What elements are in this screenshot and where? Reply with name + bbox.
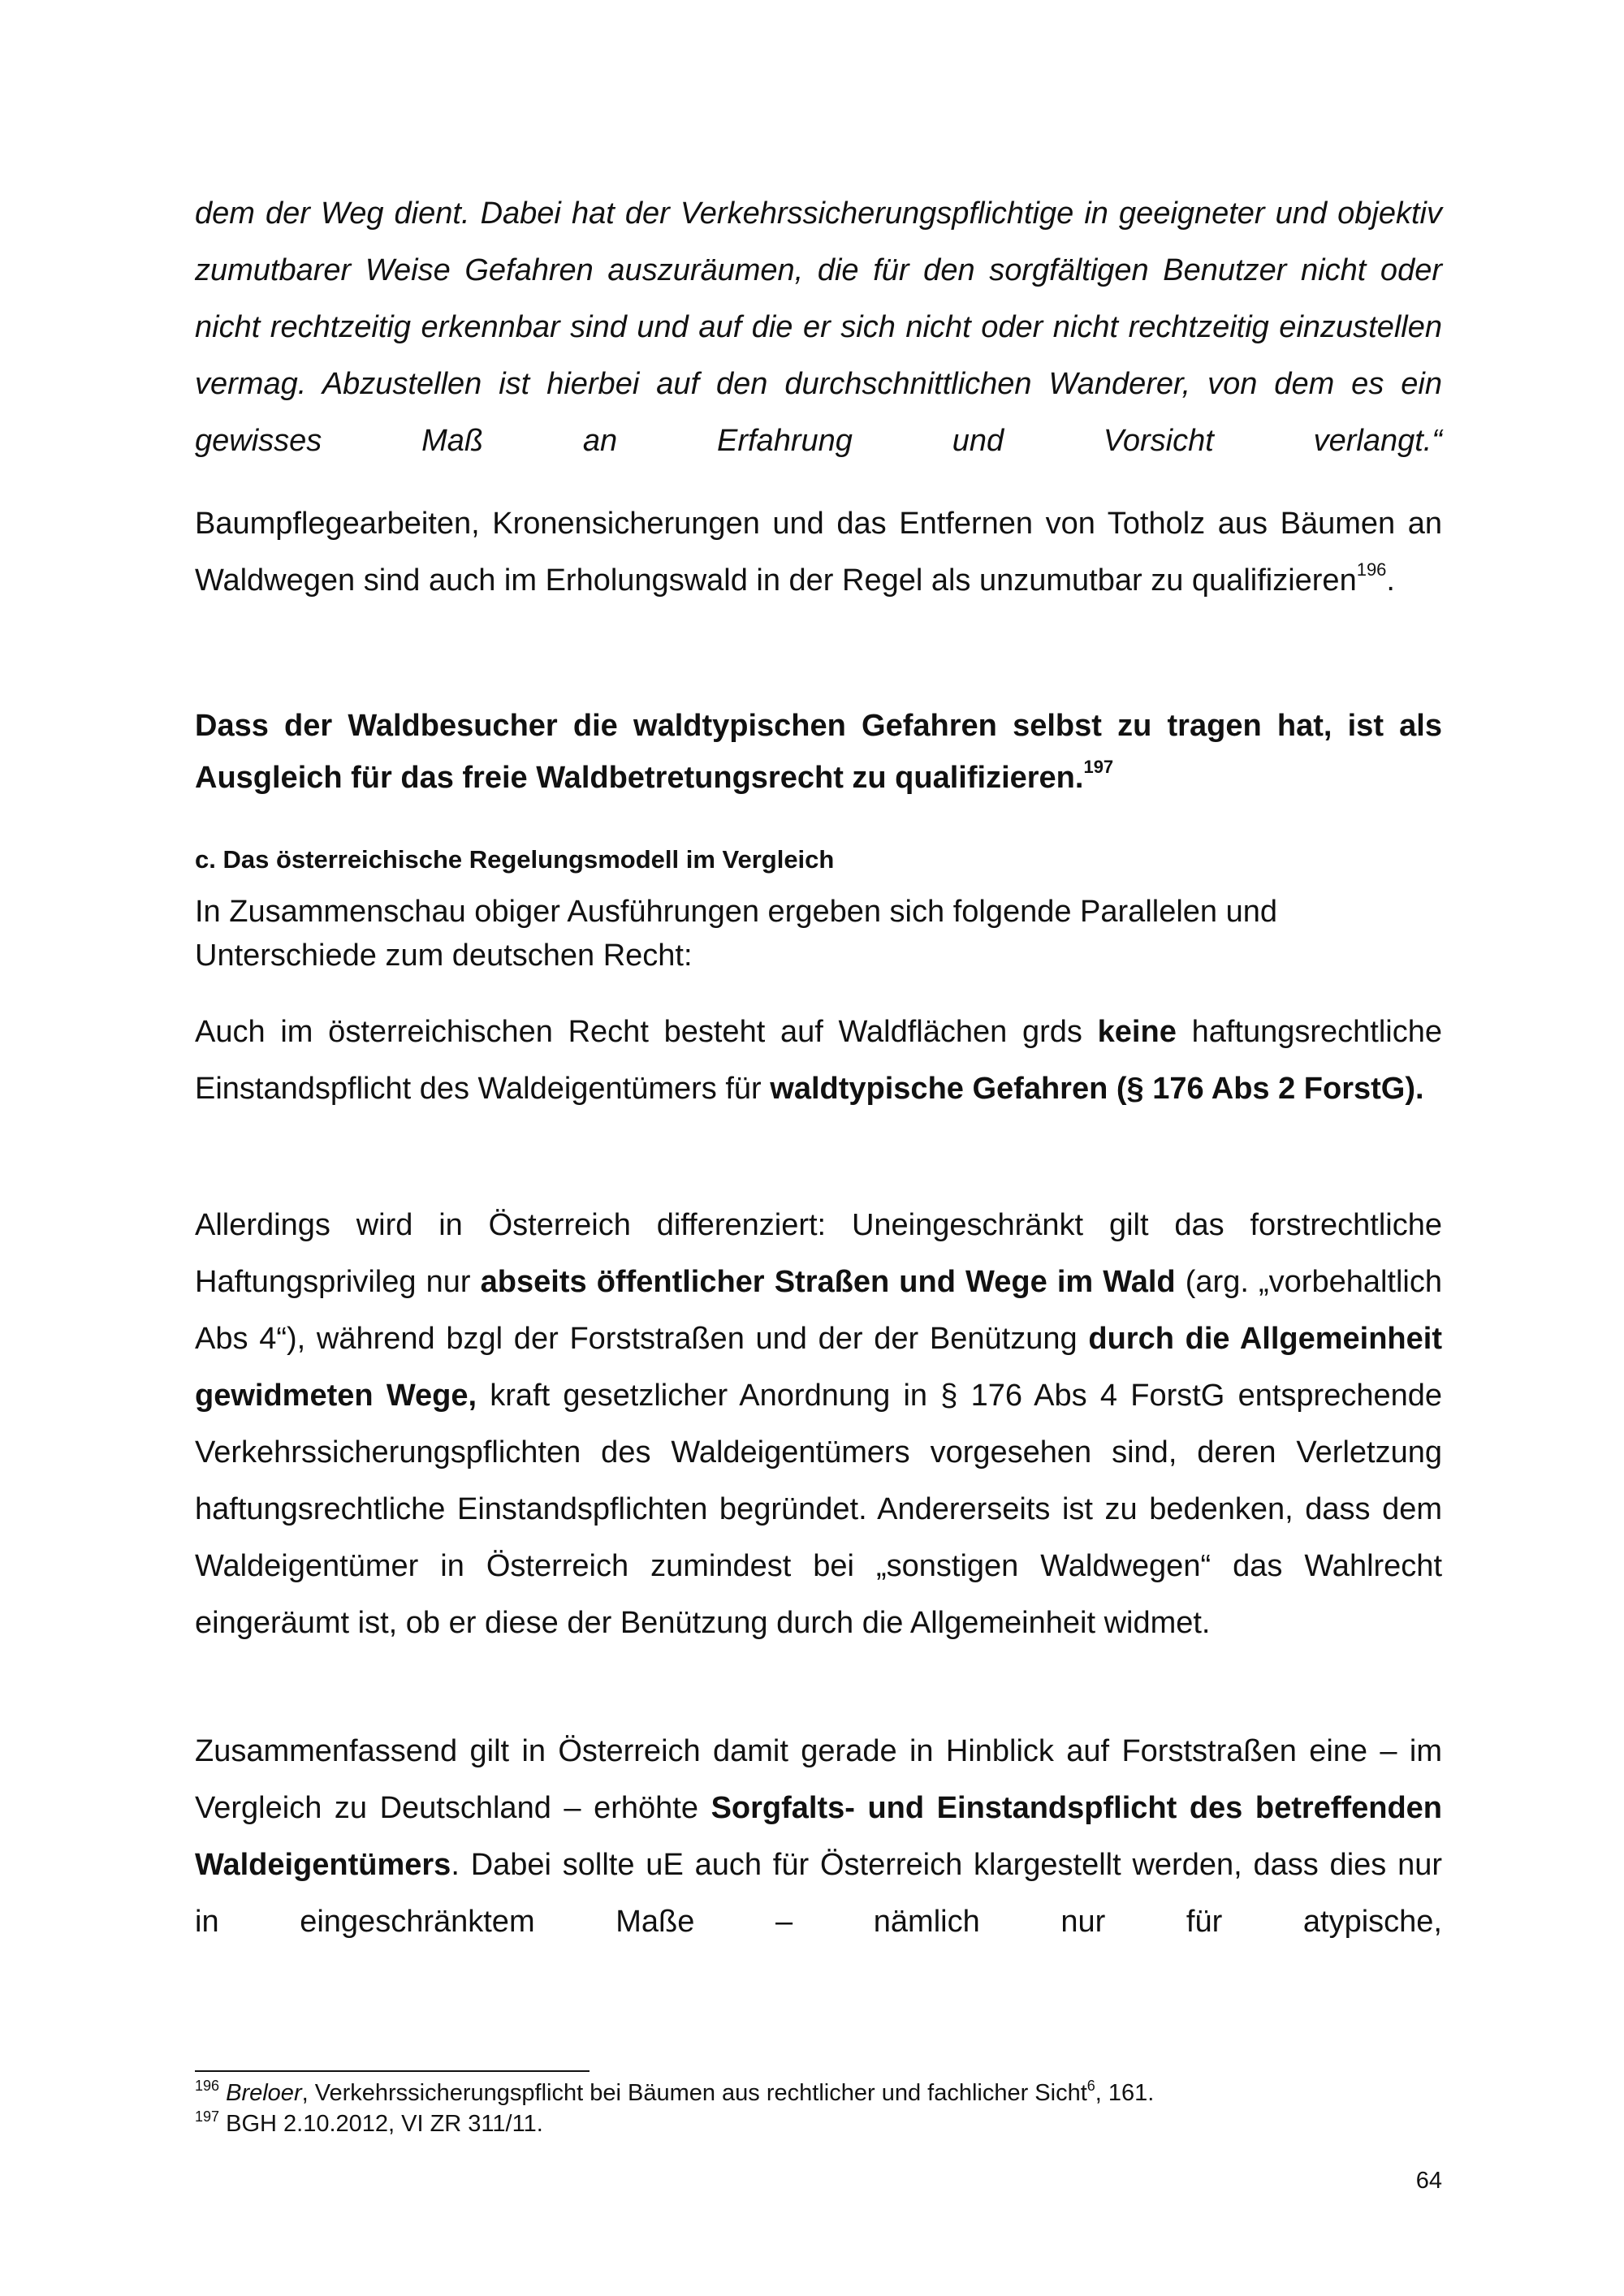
edition-superscript: 6 — [1086, 2078, 1095, 2094]
text-run: Auch im österreichischen Recht besteht auf Waldflächen grds — [195, 1015, 1098, 1049]
footnote-text: , Verkehrssicherungspflicht bei Bäumen aus rechtlicher und fachlicher Sicht — [301, 2080, 1087, 2106]
footnote-ref-197[interactable]: 197 — [1083, 757, 1114, 777]
paragraph-text: Dass der Waldbesucher die waldtypischen Gefahren selbst zu tragen hat, ist als Ausgleich für das freie Waldbetretungsrecht zu qualifizieren. — [195, 709, 1442, 795]
footnote-text: , 161. — [1095, 2080, 1155, 2106]
paragraph-text: Baumpflegearbeiten, Kronensicherungen und das Entfernen von Totholz aus Bäumen an Waldwegen sind auch im Erholungswald in der Regel als unzumutbar zu qualifizieren — [195, 507, 1442, 598]
text-run: (arg. „vorbehaltlich Abs 4“), während bzgl der Forststraßen und der der Benützung — [195, 1265, 1442, 1356]
footnote-ref-196[interactable]: 196 — [1356, 559, 1387, 580]
footnote-separator — [195, 2070, 590, 2072]
paragraph-forest-risks — [195, 700, 1442, 804]
bold-run: keine — [1097, 1015, 1177, 1049]
punctuation: . — [1386, 563, 1395, 598]
text-run: Zusammenfassend gilt in Österreich damit gerade in Hinblick auf Forststraßen eine – im Vergleich zu Deutschland – erhöhte — [195, 1734, 1442, 1825]
paragraph-austrian-law — [195, 1003, 1442, 1117]
paragraph-text: In Zusammenschau obiger Ausführungen ergeben sich folgende Parallelen und Unterschiede zum deutschen Recht: — [195, 895, 1278, 973]
paragraph-summary — [195, 1723, 1442, 1950]
footnote-number: 197 — [195, 2108, 220, 2125]
footnote-196 — [195, 2078, 1154, 2108]
footnote-number: 196 — [195, 2078, 220, 2094]
bold-run: durch die Allgemeinheit gewidmeten Wege, — [195, 1322, 1442, 1413]
text-run: . Dabei sollte uE auch für Österreich klargestellt werden, dass dies nur in eingeschränktem Maße – nämlich nur für atypische, — [195, 1848, 1442, 1939]
text-run: Allerdings wird in Österreich differenziert: Uneingeschränkt gilt das forstrechtliche Haftungsprivileg nur — [195, 1208, 1442, 1299]
text-run: kraft gesetzlicher Anordnung in § 176 Abs 4 ForstG entsprechende Verkehrssicherungspflichten des Waldeigentümers vorgesehen sind, deren Verletzung haftungsrechtliche Einstandspflichten begründet. Andererseits ist zu bedenken, dass dem Waldeigentümer in Österreich zumindest bei „sonstigen Waldwegen“ das Wahlrecht eingeräumt ist, ob er diese der Benützung durch die Allgemeinheit widmet. — [195, 1379, 1442, 1640]
paragraph-tree-care — [195, 495, 1442, 609]
bold-run: Sorgfalts- und Einstandspflicht des betreffenden Waldeigentümers — [195, 1791, 1442, 1882]
bold-run: abseits öffentlicher Straßen und Wege im Wald — [480, 1265, 1176, 1299]
paragraph-intro-comparison — [195, 890, 1442, 978]
section-heading: c. Das österreichische Regelungsmodell im Vergleich — [195, 845, 835, 874]
page-number: 64 — [1415, 2168, 1442, 2194]
footnote-text: BGH 2.10.2012, VI ZR 311/11. — [219, 2111, 543, 2137]
text-run: haftungsrechtliche Einstandspflicht des Waldeigentümers für — [195, 1015, 1442, 1106]
bold-run: waldtypische Gefahren (§ 176 Abs 2 ForstG). — [770, 1072, 1424, 1106]
footnote-197 — [195, 2109, 543, 2138]
quote-paragraph — [195, 185, 1442, 469]
footnote-author: Breloer — [226, 2080, 302, 2106]
quote-text: dem der Weg dient. Dabei hat der Verkehrssicherungspflichtige in geeigneter und objektiv zumutbarer Weise Gefahren auszuräumen, die für den sorgfältigen Benutzer nicht oder nicht rechtzeitig erkennbar sind und auf die er sich nicht oder nicht rechtzeitig einzustellen vermag. Abzustellen ist hierbei auf den durchschnittlichen Wanderer, von dem es ein gewisses Maß an Erfahrung und Vorsicht verlangt.“ — [195, 196, 1442, 458]
paragraph-differentiation — [195, 1197, 1442, 1651]
